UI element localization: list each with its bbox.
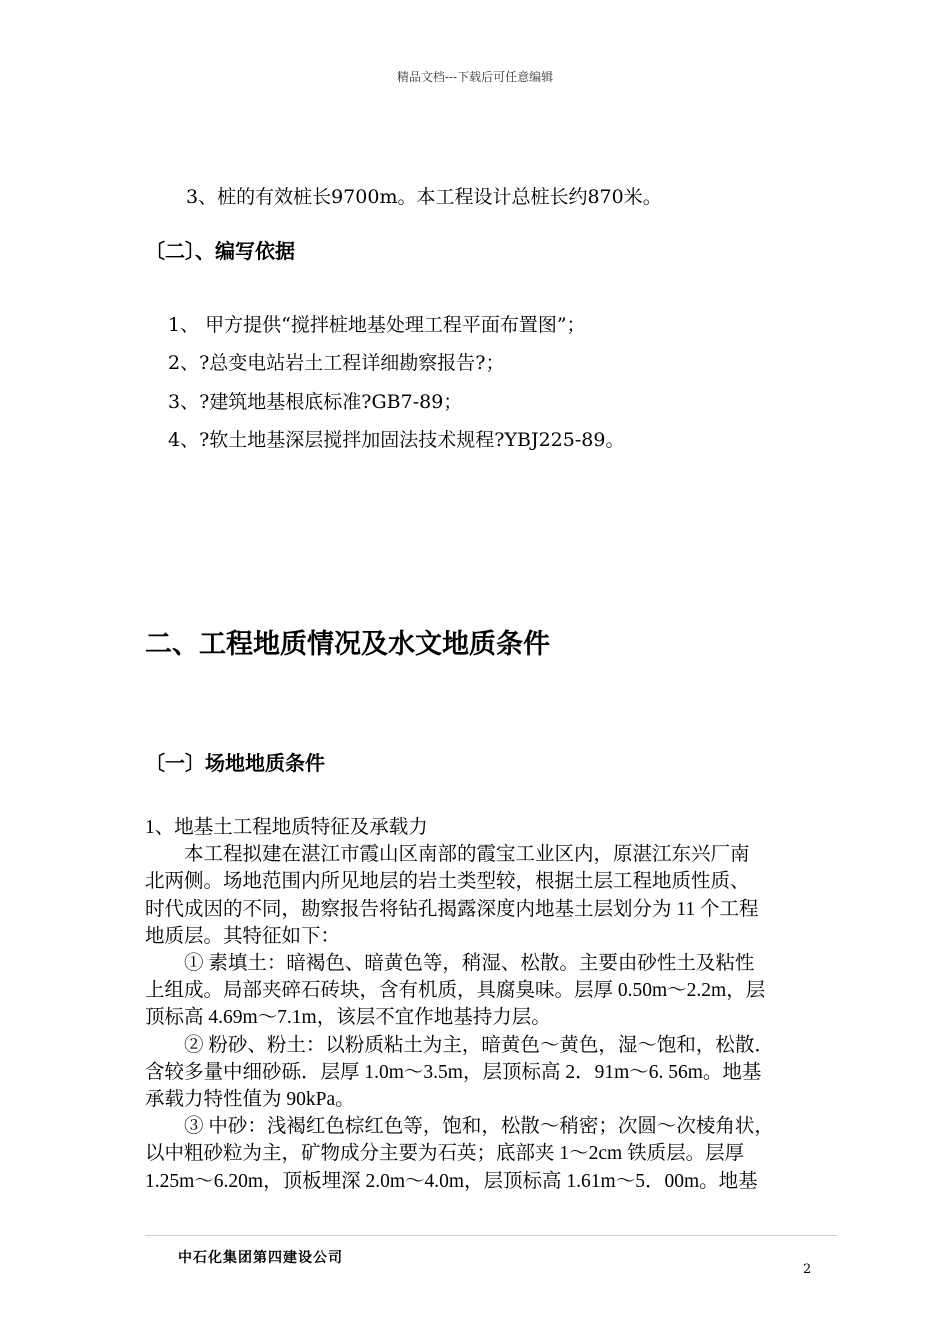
body-line: ③ 中砂：浅褐红色棕红色等，饱和，松散～稍密；次圆～次棱角状， [145,1116,774,1138]
footer-company: 中石化集团第四建设公司 [178,1250,343,1266]
pile-length-item: 3、桩的有效桩长9700m。本工程设计总桩长约870米。 [186,186,662,208]
chapter-title: 二、工程地质情况及水文地质条件 [145,629,550,660]
page-number: 2 [803,1262,812,1277]
body-line: 本工程拟建在湛江市霞山区南部的霞宝工业区内，原湛江东兴厂南 [145,844,750,866]
basis-item: 2、?总变电站岩土工程详细勘察报告?； [168,352,505,374]
basis-item: 4、?软土地基深层搅拌加固法技术规程?YBJ225-89。 [168,429,625,451]
header-note: 精品文档---下载后可任意编辑 [396,70,554,84]
body-line: 时代成因的不同，勘察报告将钻孔揭露深度内地基土层划分为 11 个工程 [145,898,759,920]
body-line: 承载力特性值为 90kPa。 [145,1089,355,1111]
body-line: ① 素填土：暗褐色、暗黄色等，稍湿、松散。主要由砂性土及粘性 [145,953,755,975]
body-line: 含较多量中细砂砾．层厚 1.0m～3.5m，层顶标高 2．91m～6. 56m。地基 [145,1061,762,1083]
section-site-title: 〔一〕场地地质条件 [145,751,325,775]
body-line: 顶标高 4.69m～7.1m，该层不宜作地基持力层。 [145,1007,551,1029]
body-line: 1.25m～6.20m，顶板埋深 2.0m～4.0m，层顶标高 1.61m～5．00m。地基 [145,1170,758,1192]
body-line: 上组成。局部夹碎石砖块，含有机质，具腐臭味。层厚 0.50m～2.2m，层 [145,980,766,1002]
body-line: 1、地基土工程地质特征及承载力 [145,817,428,838]
body-line: 以中粗砂粒为主，矿物成分主要为石英；底部夹 1～2cm 铁质层。层厚 [145,1143,745,1165]
section-basis-title: 〔二〕、编写依据 [145,239,295,263]
body-line: 地质层。其特征如下： [145,925,341,947]
footer-divider [145,1235,837,1236]
body-line: 北两侧。场地范围内所见地层的岩土类型较，根据土层工程地质性质、 [145,871,750,893]
body-line: ② 粉砂、粉土：以粉质粘土为主，暗黄色～黄色，湿～饱和，松散． [145,1034,774,1056]
site-geology-body [145,814,857,1195]
basis-item: 3、?建筑地基根底标准?GB7-89； [168,391,463,413]
basis-item: 1、 甲方提供“搅拌桩地基处理工程平面布置图”； [168,314,586,336]
